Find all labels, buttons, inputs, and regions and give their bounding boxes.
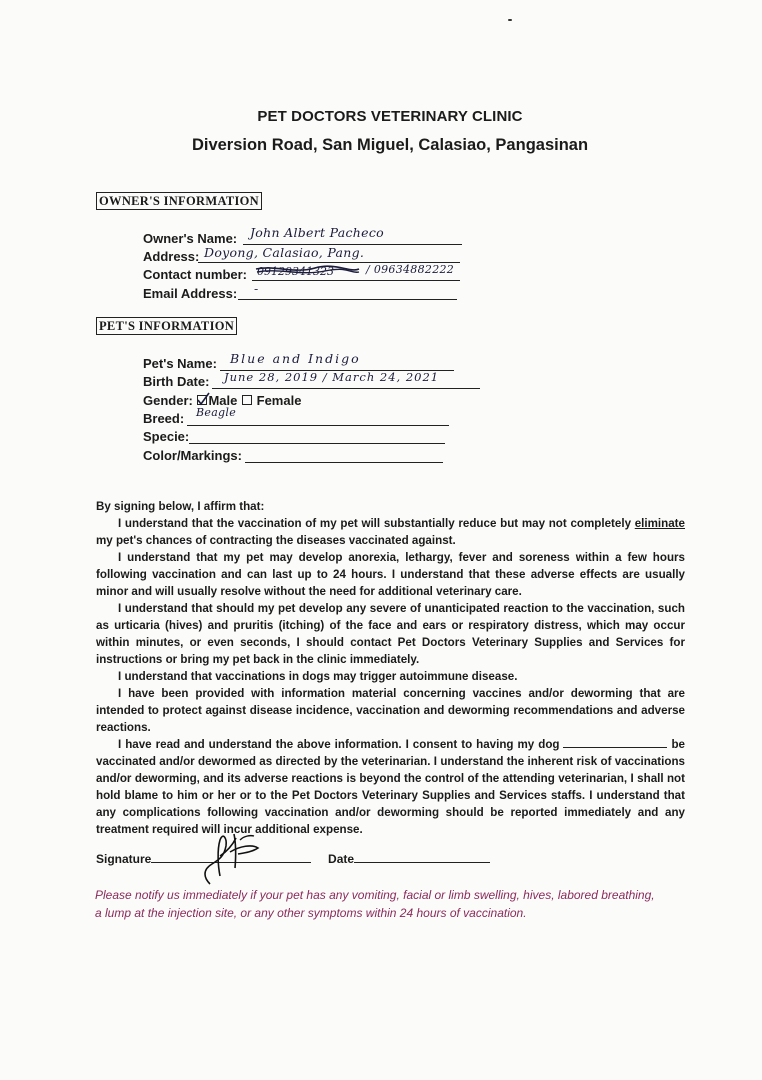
consent-p1	[96, 515, 685, 549]
check-icon	[196, 392, 210, 406]
consent-p5: I have been provided with information material concerning vaccines and/or deworming that are intended to protect against disease incidence, vaccination and deworming recommendations and adverse reactions.	[96, 687, 685, 734]
contact-number-value: 09634882222	[373, 263, 455, 276]
address-label: Address:	[143, 249, 200, 264]
gender-label: Gender:	[143, 393, 193, 408]
breed-row	[143, 411, 184, 427]
date-label: Date	[328, 852, 355, 866]
consent-p6-b: be vaccinated and/or dewormed as directed by the veterinarian. I understand the inherent risk of vaccinations and/or deworming, and its adverse reactions is beyond the control of the attending veterinarian, I shall not hold blame to him or her or to the Pet Doctors Veterinary Supplies and Services staffs. I understand that any complications following vaccination and/or deworming should be reported immediately and any treatment required will incur additional expense.	[96, 738, 685, 836]
male-checkbox[interactable]	[197, 395, 207, 405]
consent-p1-a: I understand that the vaccination of my pet will substantially reduce but may not completely	[118, 517, 632, 530]
email-label: Email Address:	[143, 286, 238, 301]
clinic-address: Diversion Road, San Miguel, Calasiao, Pangasinan	[191, 136, 589, 154]
female-label: Female	[256, 393, 302, 408]
email-line	[238, 299, 457, 300]
specie-label: Specie:	[143, 429, 190, 444]
birth-date-row	[143, 374, 209, 390]
consent-p6-a: I have read and understand the above information. I consent to having my dog	[118, 738, 560, 751]
consent-p4: I understand that vaccinations in dogs may trigger autoimmune disease.	[118, 670, 518, 683]
consent-text	[96, 498, 685, 838]
pet-name-row	[143, 356, 217, 372]
breed-label: Breed:	[143, 411, 185, 426]
color-line	[245, 462, 443, 463]
specie-row	[143, 429, 189, 445]
dog-name-blank[interactable]	[563, 738, 667, 748]
address-row	[143, 249, 199, 265]
birth-date-line	[212, 388, 480, 389]
consent-p1-c: my pet's chances of contracting the diseases vaccinated against.	[96, 534, 456, 547]
specie-line	[189, 443, 445, 444]
clinic-name: PET DOCTORS VETERINARY CLINIC	[257, 108, 523, 125]
contact-value[interactable]	[366, 263, 454, 276]
scan-speck	[508, 19, 512, 21]
address-value[interactable]: Doyong, Calasiao, Pang.	[204, 245, 365, 260]
consent-intro: By signing below, I affirm that:	[96, 500, 265, 513]
owner-section-title: OWNER'S INFORMATION	[96, 192, 262, 210]
pet-section-title: PET'S INFORMATION	[96, 317, 237, 335]
email-value[interactable]: -	[254, 281, 259, 296]
breed-line	[187, 425, 449, 426]
birth-date-label: Birth Date:	[143, 374, 210, 389]
consent-p3: I understand that should my pet develop any severe of unanticipated reaction to the vaccination, such as urticaria (hives) and pruritis (itching) of the face and ears or respiratory distress, which may occur within minutes, or even seconds, I should contact Pet Doctors Veterinary Supplies and Services for instructions or bring my pet back in the clinic immediately.	[96, 602, 685, 666]
contact-label: Contact number:	[143, 267, 247, 282]
breed-value[interactable]: Beagle	[196, 406, 237, 419]
consent-p1-underlined: eliminate	[634, 517, 685, 530]
consent-p2: I understand that my pet may develop anorexia, lethargy, fever and soreness within a few hours following vaccination and can last up to 24 hours. I understand that these adverse effects are usually minor and will usually resolve without the need for additional veterinary care.	[96, 551, 685, 598]
male-label: Male	[208, 393, 238, 408]
color-row	[143, 448, 242, 464]
svg-text:09129341323: 09129341323	[257, 265, 334, 278]
color-label: Color/Markings:	[143, 448, 242, 463]
consent-p6	[96, 736, 685, 838]
contact-row	[143, 267, 247, 283]
owner-name-value[interactable]: John Albert Pacheco	[250, 225, 384, 240]
signature-label: Signature	[96, 852, 152, 866]
aftercare-note: Please notify us immediately if your pet has any vomiting, facial or limb swelling, hives, labored breathing, a lump at the injection site, or any other symptoms within 24 hours of vaccination.	[95, 888, 655, 920]
signature-row	[96, 852, 490, 866]
crossed-out-number	[255, 263, 365, 281]
pet-name-value[interactable]: Blue and Indigo	[230, 351, 361, 366]
owner-name-label: Owner's Name:	[143, 231, 238, 246]
female-checkbox[interactable]	[242, 395, 252, 405]
email-row	[143, 286, 237, 302]
pet-name-label: Pet's Name:	[143, 356, 217, 371]
date-line[interactable]	[354, 862, 490, 863]
contact-separator: /	[366, 263, 374, 276]
handwritten-signature	[190, 826, 270, 888]
birth-date-value[interactable]: June 28, 2019 / March 24, 2021	[224, 370, 440, 384]
